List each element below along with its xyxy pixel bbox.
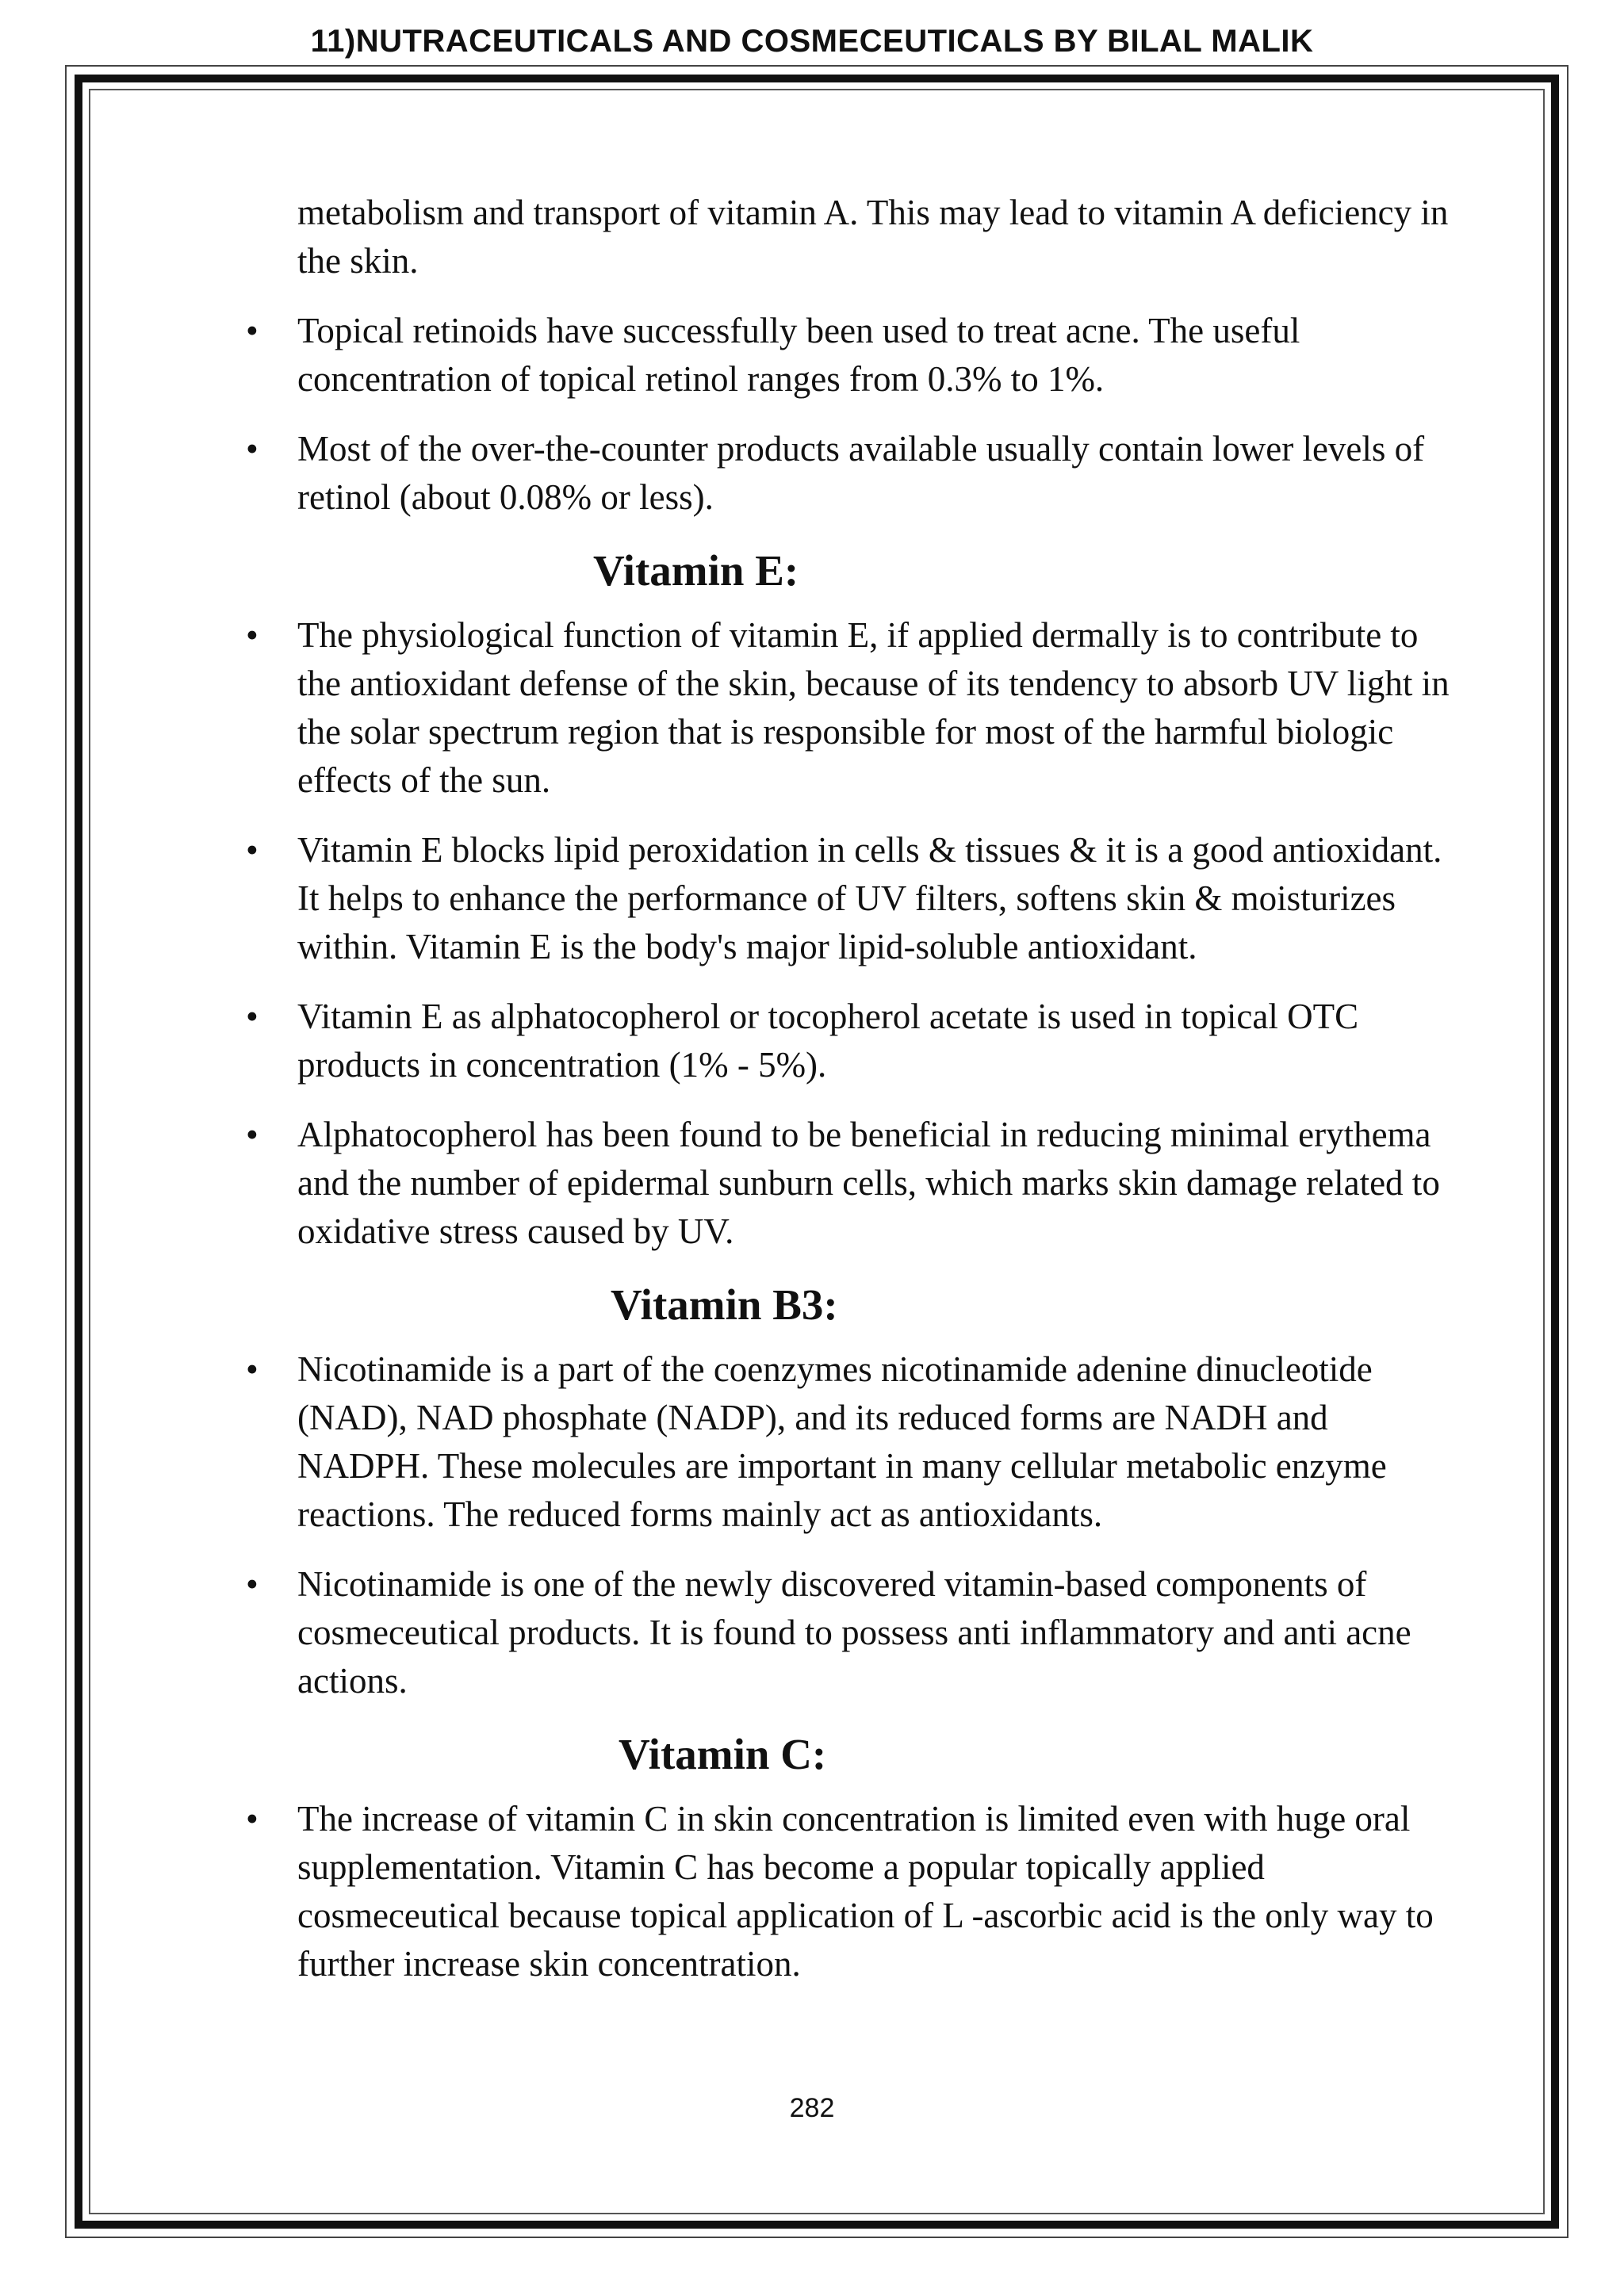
list-item-text: Nicotinamide is a part of the coenzymes nicotinamide adenine dinucleotide (NAD), NAD phosphate (NADP), and its reduced forms are NADH and NADPH. These molecules are important in many cellular metabolic enzyme reactions. The reduced forms mainly act as antioxidants. [297, 1349, 1387, 1534]
section-heading-vitamin-e: Vitamin E: [593, 546, 799, 595]
list-item [238, 425, 1451, 522]
section-heading-vitamin-c: Vitamin C: [619, 1730, 827, 1778]
bullet-glyph: • [246, 1115, 259, 1154]
bullet-glyph: • [246, 429, 259, 469]
list-item [238, 826, 1451, 971]
list-item-text: Alphatocopherol has been found to be beneficial in reducing minimal erythema and the number of epidermal sunburn cells, which marks skin damage related to oxidative stress caused by UV. [297, 1115, 1440, 1251]
list-item [238, 611, 1451, 805]
list-item-text: Vitamin E as alphatocopherol or tocopherol acetate is used in topical OTC products in concentration (1% - 5%). [297, 997, 1359, 1085]
continued-paragraph: metabolism and transport of vitamin A. This may lead to vitamin A deficiency in the skin. [297, 193, 1449, 281]
list-item [238, 307, 1451, 404]
running-header: 11)NUTRACEUTICALS AND COSMECEUTICALS BY BILAL MALIK [310, 24, 1314, 59]
list-item-text: Nicotinamide is one of the newly discovered vitamin-based components of cosmeceutical products. It is found to possess anti inflammatory and anti acne actions. [297, 1564, 1411, 1701]
list-item-text: Topical retinoids have successfully been used to treat acne. The useful concentration of topical retinol ranges from 0.3% to 1%. [297, 311, 1300, 399]
list-item [238, 1345, 1451, 1539]
list-item [238, 1795, 1451, 1988]
bullet-glyph: • [246, 311, 259, 350]
page-content [238, 189, 1451, 2010]
list-item [238, 1111, 1451, 1256]
list-item [238, 1560, 1451, 1705]
section-heading-vitamin-b3: Vitamin B3: [611, 1280, 838, 1329]
bullet-glyph: • [246, 615, 259, 655]
bullet-glyph: • [246, 830, 259, 870]
page-number: 282 [789, 2093, 835, 2123]
bullet-glyph: • [246, 997, 259, 1036]
bullet-glyph: • [246, 1564, 259, 1604]
bullet-glyph: • [246, 1799, 259, 1839]
list-item [238, 993, 1451, 1089]
list-item-text: Vitamin E blocks lipid peroxidation in cells & tissues & it is a good antioxidant. It helps to enhance the performance of UV filters, softens skin & moisturizes within. Vitamin E is the body's major lipid-soluble antioxidant. [297, 830, 1442, 966]
bullet-glyph: • [246, 1349, 259, 1389]
list-item-text: The increase of vitamin C in skin concentration is limited even with huge oral supplementation. Vitamin C has become a popular topically applied cosmeceutical because topical application of L -ascorbic acid is the only way to further increase skin concentration. [297, 1799, 1434, 1984]
list-item-text: The physiological function of vitamin E, if applied dermally is to contribute to the antioxidant defense of the skin, because of its tendency to absorb UV light in the solar spectrum region that is responsible for most of the harmful biologic effects of the sun. [297, 615, 1450, 800]
list-item-text: Most of the over-the-counter products available usually contain lower levels of retinol (about 0.08% or less). [297, 429, 1425, 517]
